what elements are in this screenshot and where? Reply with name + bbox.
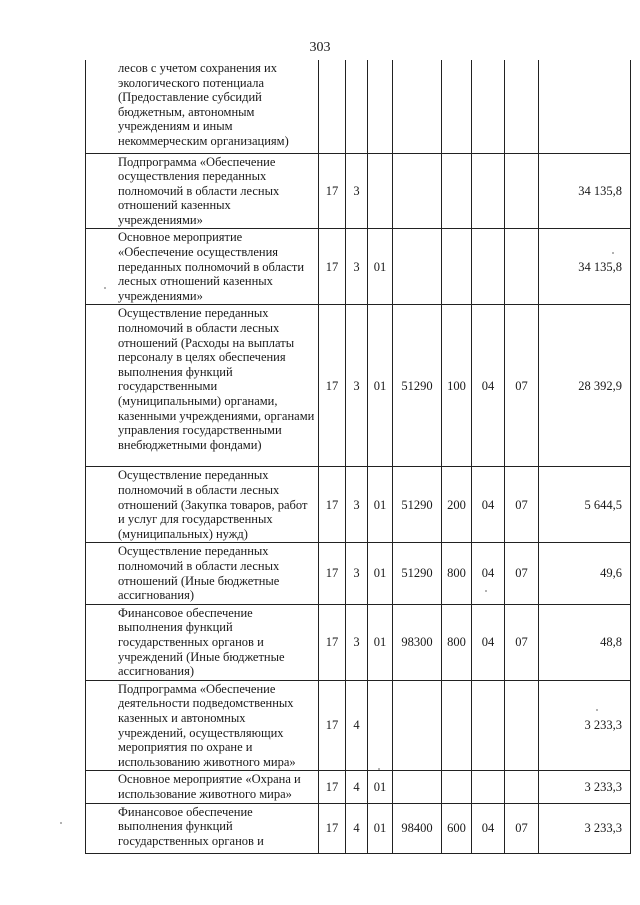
code-cell-c6: 04	[472, 604, 505, 680]
table-row	[86, 771, 631, 803]
code-cell-c7: 07	[505, 803, 539, 853]
code-cell-c4: 51290	[393, 305, 442, 467]
item-name-cell: лесов с учетом сохранения их экологического потенциала (Предоставление субсидий бюджетным, автономным учреждениям и иным некоммерческим организациям)	[86, 60, 319, 153]
code-cell-c4: 98400	[393, 803, 442, 853]
code-cell-c3: 01	[368, 604, 393, 680]
item-name-cell: Осуществление переданных полномочий в области лесных отношений (Закупка товаров, работ и услуг для государственных (муниципальных) нужд)	[86, 467, 319, 543]
item-name-cell: Основное мероприятие «Обеспечение осуществления переданных полномочий в области лесных отношений казенных учреждениями»	[86, 229, 319, 305]
code-cell-c6	[472, 771, 505, 803]
code-cell-c3: 01	[368, 803, 393, 853]
item-name-cell: Финансовое обеспечение выполнения функций государственных органов и	[86, 803, 319, 853]
table-row	[86, 153, 631, 229]
code-cell-c5: 200	[442, 467, 472, 543]
code-cell-c2	[346, 60, 368, 153]
code-cell-c1: 17	[319, 543, 346, 604]
scan-speck	[104, 287, 106, 289]
code-cell-c7	[505, 680, 539, 771]
code-cell-c3: 01	[368, 543, 393, 604]
code-cell-c3	[368, 153, 393, 229]
item-name-cell: Подпрограмма «Обеспечение деятельности подведомственных казенных и автономных учреждений, осуществляющих мероприятия по охране и использованию животного мира»	[86, 680, 319, 771]
code-cell-c4	[393, 229, 442, 305]
amount-cell: 34 135,8	[539, 153, 631, 229]
amount-cell: 49,6	[539, 543, 631, 604]
code-cell-c5	[442, 680, 472, 771]
code-cell-c4: 98300	[393, 604, 442, 680]
code-cell-c6	[472, 680, 505, 771]
code-cell-c6	[472, 229, 505, 305]
code-cell-c3	[368, 680, 393, 771]
amount-cell: 48,8	[539, 604, 631, 680]
code-cell-c5	[442, 771, 472, 803]
table-row	[86, 229, 631, 305]
code-cell-c5	[442, 153, 472, 229]
budget-table	[85, 60, 631, 854]
code-cell-c7	[505, 229, 539, 305]
code-cell-c3	[368, 60, 393, 153]
code-cell-c6: 04	[472, 467, 505, 543]
code-cell-c3: 01	[368, 229, 393, 305]
code-cell-c6: 04	[472, 803, 505, 853]
code-cell-c6: 04	[472, 543, 505, 604]
amount-cell: 3 233,3	[539, 803, 631, 853]
code-cell-c2: 4	[346, 680, 368, 771]
code-cell-c7: 07	[505, 543, 539, 604]
table-row	[86, 543, 631, 604]
code-cell-c4: 51290	[393, 467, 442, 543]
code-cell-c2: 3	[346, 604, 368, 680]
code-cell-c4	[393, 60, 442, 153]
scan-speck	[378, 768, 380, 770]
code-cell-c1: 17	[319, 680, 346, 771]
code-cell-c2: 3	[346, 229, 368, 305]
code-cell-c5	[442, 229, 472, 305]
code-cell-c7	[505, 771, 539, 803]
code-cell-c7: 07	[505, 467, 539, 543]
table-row	[86, 305, 631, 467]
code-cell-c4	[393, 680, 442, 771]
code-cell-c7: 07	[505, 305, 539, 467]
code-cell-c5: 800	[442, 604, 472, 680]
scan-speck	[596, 709, 598, 711]
code-cell-c1: 17	[319, 771, 346, 803]
page-number: 303	[309, 40, 331, 55]
scan-speck	[612, 252, 614, 254]
amount-cell: 3 233,3	[539, 771, 631, 803]
code-cell-c1: 17	[319, 604, 346, 680]
code-cell-c5: 100	[442, 305, 472, 467]
code-cell-c7	[505, 153, 539, 229]
code-cell-c3: 01	[368, 467, 393, 543]
code-cell-c2: 3	[346, 153, 368, 229]
amount-cell	[539, 60, 631, 153]
code-cell-c4	[393, 153, 442, 229]
item-name-cell: Основное мероприятие «Охрана и использование животного мира»	[86, 771, 319, 803]
code-cell-c7: 07	[505, 604, 539, 680]
code-cell-c5	[442, 60, 472, 153]
table-row	[86, 680, 631, 771]
amount-cell: 34 135,8	[539, 229, 631, 305]
code-cell-c5: 800	[442, 543, 472, 604]
table-row	[86, 803, 631, 853]
code-cell-c1: 17	[319, 305, 346, 467]
code-cell-c6	[472, 153, 505, 229]
code-cell-c2: 3	[346, 467, 368, 543]
item-name-cell: Осуществление переданных полномочий в области лесных отношений (Иные бюджетные ассигнования)	[86, 543, 319, 604]
scan-speck	[485, 590, 487, 592]
code-cell-c2: 4	[346, 803, 368, 853]
table-row	[86, 604, 631, 680]
amount-cell: 5 644,5	[539, 467, 631, 543]
code-cell-c6: 04	[472, 305, 505, 467]
code-cell-c3: 01	[368, 771, 393, 803]
code-cell-c4	[393, 771, 442, 803]
amount-cell: 3 233,3	[539, 680, 631, 771]
table-body	[86, 60, 631, 853]
code-cell-c1: 17	[319, 803, 346, 853]
code-cell-c2: 4	[346, 771, 368, 803]
item-name-cell: Подпрограмма «Обеспечение осуществления переданных полномочий в области лесных отношений казенных учреждениями»	[86, 153, 319, 229]
item-name-cell: Осуществление переданных полномочий в области лесных отношений (Расходы на выплаты персоналу в целях обеспечения выполнения функций государственными (муниципальными) органами, казенными учреждениями, органами управления государственными внебюджетными фондами)	[86, 305, 319, 467]
amount-cell: 28 392,9	[539, 305, 631, 467]
code-cell-c1: 17	[319, 467, 346, 543]
code-cell-c1	[319, 60, 346, 153]
code-cell-c1: 17	[319, 153, 346, 229]
code-cell-c6	[472, 60, 505, 153]
code-cell-c1: 17	[319, 229, 346, 305]
code-cell-c2: 3	[346, 305, 368, 467]
scan-speck	[60, 822, 62, 824]
code-cell-c2: 3	[346, 543, 368, 604]
code-cell-c5: 600	[442, 803, 472, 853]
table-row	[86, 467, 631, 543]
table-row	[86, 60, 631, 153]
code-cell-c7	[505, 60, 539, 153]
code-cell-c4: 51290	[393, 543, 442, 604]
code-cell-c3: 01	[368, 305, 393, 467]
item-name-cell: Финансовое обеспечение выполнения функций государственных органов и учреждений (Иные бюджетные ассигнования)	[86, 604, 319, 680]
